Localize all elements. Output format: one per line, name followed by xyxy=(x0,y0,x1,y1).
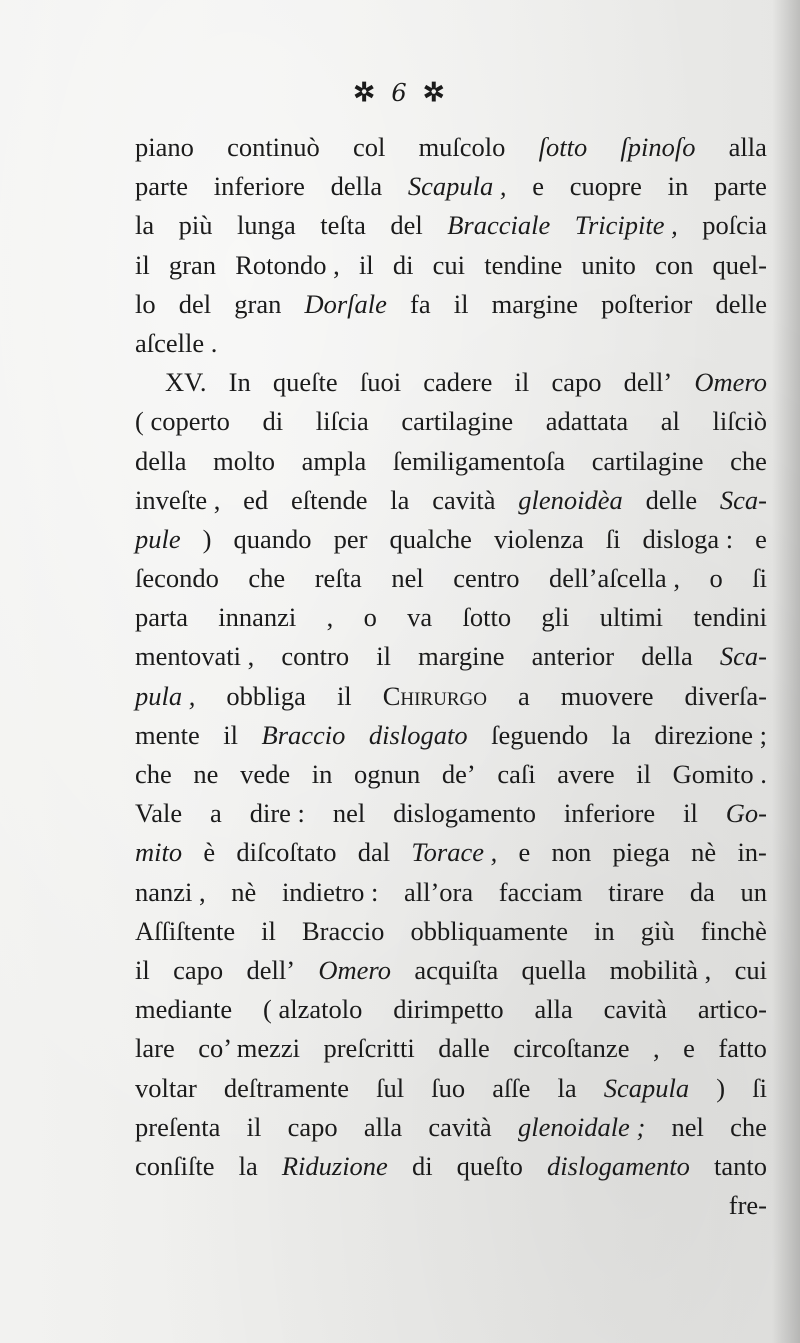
text-word: ſemiligamentoſa xyxy=(392,445,566,476)
text-line xyxy=(135,598,767,637)
text-word: alla xyxy=(534,994,573,1025)
text-word: contro xyxy=(281,641,350,672)
text-word: ſecondo xyxy=(135,563,219,594)
text-word: inveſte , xyxy=(135,484,221,515)
text-word: centro xyxy=(453,563,520,594)
text-line xyxy=(135,481,767,520)
text-word: va xyxy=(407,602,433,633)
text-word: al xyxy=(660,406,680,437)
text-word: Aſſiſtente xyxy=(135,915,236,946)
text-word: è xyxy=(203,837,216,868)
text-word: gli xyxy=(541,602,570,633)
text-word: piano xyxy=(135,132,194,162)
text-word: direzione ; xyxy=(654,719,767,750)
text-word: Torace , xyxy=(411,837,498,868)
text-word: il xyxy=(453,288,469,319)
text-word: delle xyxy=(715,288,767,319)
text-word: Omero xyxy=(694,367,767,398)
text-word: mobilità , xyxy=(609,954,712,985)
text-word: il xyxy=(261,915,276,946)
text-word: co’ mezzi xyxy=(198,1033,300,1064)
text-word: Sca- xyxy=(719,484,767,515)
text-word: ſpinoſo xyxy=(620,132,696,162)
text-word: mente xyxy=(135,719,200,750)
text-word: fatto xyxy=(718,1033,767,1064)
text-line xyxy=(135,833,767,872)
text-word: nè xyxy=(231,876,257,907)
text-word: caſi xyxy=(497,759,536,789)
text-word: tanto xyxy=(713,1150,767,1181)
text-word: di xyxy=(392,249,414,280)
text-word: che xyxy=(730,1111,767,1142)
text-word: del xyxy=(390,210,423,241)
text-word: teſta xyxy=(320,210,366,241)
text-word: e xyxy=(532,171,545,202)
text-word: Tricipite , xyxy=(574,210,678,241)
text-word: che xyxy=(135,759,172,789)
text-word: che xyxy=(248,563,286,594)
text-word: all’ora xyxy=(404,876,474,907)
text-word: ſuoi xyxy=(359,367,402,398)
text-word: nel xyxy=(391,563,424,594)
text-word: cartilagine xyxy=(591,445,704,476)
text-line xyxy=(135,1108,767,1147)
text-word: ) xyxy=(202,523,212,554)
text-line xyxy=(135,794,767,833)
text-word: dirimpetto xyxy=(393,994,504,1025)
text-word: cadere xyxy=(423,367,493,398)
text-word: parta xyxy=(135,602,188,633)
text-word: margine xyxy=(418,641,505,672)
text-word: il xyxy=(683,798,698,829)
text-word: dal xyxy=(357,837,391,868)
text-word: il xyxy=(358,249,374,280)
text-word: deſtramente xyxy=(223,1072,349,1103)
text-line xyxy=(135,520,767,559)
text-word: cui xyxy=(432,249,466,280)
text-word: Dorſale xyxy=(304,288,387,319)
text-line xyxy=(135,402,767,441)
text-word: in xyxy=(311,759,333,789)
ornament-right-icon: ✲ xyxy=(422,78,447,108)
text-line xyxy=(135,755,767,794)
text-word: lunga xyxy=(236,210,296,241)
text-word: a xyxy=(517,680,530,711)
text-line xyxy=(135,442,767,481)
text-word: capo xyxy=(287,1111,338,1142)
text-word: inferiore xyxy=(213,171,305,202)
text-word: ſi xyxy=(752,563,767,594)
text-word: glenoidale ; xyxy=(517,1111,646,1142)
text-word: alla xyxy=(363,1111,403,1142)
text-word: il xyxy=(636,759,652,789)
text-line xyxy=(135,246,767,285)
text-word: margine xyxy=(491,288,578,319)
text-word: fa xyxy=(410,288,431,319)
text-word: poſcia xyxy=(702,210,767,241)
text-word: il xyxy=(135,249,150,280)
text-word: ( alzatolo xyxy=(263,994,363,1025)
text-word: Scapula , xyxy=(407,171,507,202)
page-edge-shadow xyxy=(772,0,800,1343)
text-word: il xyxy=(336,680,352,711)
text-word: tendine xyxy=(484,249,563,280)
text-word: più xyxy=(178,210,213,241)
text-word: il xyxy=(514,367,530,398)
text-word: dire : xyxy=(249,798,305,829)
text-word: alla xyxy=(728,132,767,162)
text-word: , xyxy=(326,602,334,633)
text-word: muſcolo xyxy=(418,132,506,162)
text-word: tendini xyxy=(693,602,767,633)
text-word: lare xyxy=(135,1033,175,1064)
text-word: che xyxy=(730,445,767,476)
text-line xyxy=(135,128,767,167)
text-word: in xyxy=(667,171,689,202)
text-word: Gomito . xyxy=(672,759,767,789)
text-word: la xyxy=(135,210,155,241)
text-word: queſto xyxy=(456,1150,523,1181)
text-word: ( coperto xyxy=(135,406,230,437)
text-word: di xyxy=(262,406,284,437)
text-word: aſcelle . xyxy=(135,327,218,358)
text-line xyxy=(135,1029,767,1068)
text-word: e xyxy=(683,1033,695,1064)
text-word: ) xyxy=(716,1072,726,1103)
text-word: indietro : xyxy=(281,876,379,907)
text-word: per xyxy=(333,523,368,554)
text-word: dell’ xyxy=(623,367,673,398)
text-word: ampla xyxy=(301,445,367,476)
text-word: gran xyxy=(168,249,217,280)
text-word: un xyxy=(740,876,767,907)
text-word: del xyxy=(178,288,212,319)
text-word: nè xyxy=(691,837,717,868)
text-word: preſcritti xyxy=(323,1033,415,1064)
text-word: pule xyxy=(135,523,181,554)
text-word: ognun xyxy=(354,759,421,789)
text-word: poſterior xyxy=(601,288,693,319)
text-word: ed xyxy=(243,484,269,515)
text-word: il xyxy=(246,1111,262,1142)
text-word: preſenta xyxy=(135,1111,221,1142)
body-text xyxy=(135,128,767,1225)
text-word: reſta xyxy=(314,563,362,594)
text-word: fre- xyxy=(728,1190,767,1221)
text-word: In xyxy=(228,367,251,398)
text-word: quella xyxy=(521,954,587,985)
text-word: cartilagine xyxy=(401,406,514,437)
text-word: continuò xyxy=(227,132,320,162)
text-word: cavità xyxy=(432,484,496,515)
text-word: inferiore xyxy=(563,798,656,829)
text-word: dislogato xyxy=(368,719,468,750)
text-word: aſſe xyxy=(492,1072,531,1103)
text-word: vede xyxy=(240,759,291,789)
text-word: dislogamento xyxy=(393,798,536,829)
text-word: Chirurgo xyxy=(382,680,487,711)
text-word: ſuo xyxy=(431,1072,466,1103)
text-word: de’ xyxy=(441,759,476,789)
text-word: e xyxy=(755,523,767,554)
text-word: eſtende xyxy=(290,484,368,515)
text-word: liſcia xyxy=(315,406,369,437)
text-word: circoſtanze xyxy=(513,1033,630,1064)
text-word: obbliga xyxy=(226,680,306,711)
text-word: parte xyxy=(135,171,188,202)
text-word: cui xyxy=(734,954,767,985)
text-line xyxy=(135,951,767,990)
text-word: e xyxy=(518,837,531,868)
text-word: ſul xyxy=(376,1072,405,1103)
text-line xyxy=(135,167,767,206)
text-word: Braccio xyxy=(301,915,385,946)
text-word: nel xyxy=(332,798,366,829)
text-word: da xyxy=(689,876,715,907)
text-line xyxy=(135,716,767,755)
text-word: mediante xyxy=(135,994,233,1025)
ornament-left-icon: ✲ xyxy=(353,78,378,108)
text-word: Go- xyxy=(725,798,767,829)
text-word: unito xyxy=(581,249,636,280)
text-word: ſeguendo xyxy=(491,719,589,750)
text-word: o xyxy=(363,602,377,633)
text-word: ſi xyxy=(605,523,621,554)
text-word: molto xyxy=(213,445,275,476)
text-word: in xyxy=(594,915,615,946)
text-word: queſte xyxy=(272,367,338,398)
text-word: Rotondo , xyxy=(235,249,340,280)
text-word: artico- xyxy=(697,994,767,1025)
text-line xyxy=(135,873,767,912)
text-word: Braccio xyxy=(261,719,346,750)
text-word: qualche xyxy=(389,523,472,554)
text-word: parte xyxy=(713,171,767,202)
text-word: violenza xyxy=(493,523,584,554)
text-word: facciam xyxy=(498,876,583,907)
text-word: Sca- xyxy=(719,641,767,672)
text-line xyxy=(135,285,767,324)
text-line xyxy=(135,559,767,598)
text-line xyxy=(135,637,767,676)
text-word: lo xyxy=(135,288,156,319)
text-word: gran xyxy=(234,288,282,319)
text-word: della xyxy=(641,641,693,672)
text-line xyxy=(135,912,767,951)
text-word: il xyxy=(135,954,150,985)
text-word: non xyxy=(551,837,592,868)
text-word: diverſa- xyxy=(684,680,767,711)
text-word: giù xyxy=(640,915,675,946)
text-word: a xyxy=(210,798,222,829)
text-word: ultimi xyxy=(599,602,664,633)
text-word: ne xyxy=(193,759,219,789)
text-word: dell’aſcella , xyxy=(549,563,680,594)
text-word: nel xyxy=(671,1111,704,1142)
text-line xyxy=(135,677,767,716)
text-line xyxy=(135,363,767,402)
text-word: Scapula xyxy=(603,1072,690,1103)
text-word: Vale xyxy=(135,798,183,829)
text-word: nanzi , xyxy=(135,876,206,907)
text-word: il xyxy=(223,719,238,750)
text-word: dalle xyxy=(438,1033,490,1064)
text-word: obbliquamente xyxy=(410,915,568,946)
text-word: con xyxy=(655,249,694,280)
text-word: quando xyxy=(233,523,312,554)
text-word: cavità xyxy=(428,1111,492,1142)
text-word: finchè xyxy=(700,915,767,946)
text-word: diſcoſtato xyxy=(236,837,337,868)
text-word: voltar xyxy=(135,1072,197,1103)
text-word: di xyxy=(411,1150,433,1181)
text-word: Bracciale xyxy=(447,210,551,241)
text-word: capo xyxy=(551,367,602,398)
text-word: pula , xyxy=(135,680,196,711)
text-word: XV. xyxy=(165,367,207,398)
text-word: innanzi xyxy=(218,602,297,633)
text-word: della xyxy=(135,445,187,476)
text-word: ſotto xyxy=(462,602,512,633)
text-word: in- xyxy=(737,837,767,868)
text-word: acquiſta xyxy=(414,954,499,985)
text-word: il xyxy=(376,641,391,672)
text-word: o xyxy=(709,563,723,594)
text-word: , xyxy=(652,1033,660,1064)
text-word: ſi xyxy=(752,1072,767,1103)
text-word: avere xyxy=(557,759,615,789)
text-word: ſotto xyxy=(538,132,588,162)
text-word: la xyxy=(390,484,410,515)
text-word: tirare xyxy=(608,876,665,907)
text-word: cavità xyxy=(603,994,667,1025)
text-word: mentovati , xyxy=(135,641,255,672)
text-line xyxy=(135,1147,767,1186)
text-word: delle xyxy=(645,484,698,515)
text-word: quel- xyxy=(712,249,767,280)
page-header xyxy=(0,78,800,108)
text-line xyxy=(135,1186,767,1225)
text-word: la xyxy=(238,1150,258,1181)
text-line xyxy=(135,990,767,1029)
text-word: muovere xyxy=(560,680,654,711)
text-word: piega xyxy=(612,837,670,868)
text-word: glenoidèa xyxy=(518,484,623,515)
text-word: dislogamento xyxy=(547,1150,690,1181)
text-word: la xyxy=(557,1072,577,1103)
text-line xyxy=(135,1069,767,1108)
text-word: cuopre xyxy=(569,171,642,202)
text-word: la xyxy=(611,719,631,750)
text-word: capo xyxy=(173,954,224,985)
text-line xyxy=(135,206,767,245)
text-word: della xyxy=(330,171,383,202)
text-word: mito xyxy=(135,837,183,868)
text-word: anterior xyxy=(531,641,615,672)
text-word: Riduzione xyxy=(281,1150,388,1181)
text-word: adattata xyxy=(545,406,629,437)
text-word: disloga : xyxy=(642,523,734,554)
text-word: col xyxy=(353,132,386,162)
text-word: Omero xyxy=(318,954,391,985)
text-line xyxy=(135,324,767,363)
text-word: dell’ xyxy=(246,954,296,985)
text-word: liſciò xyxy=(712,406,767,437)
text-word: conſiſte xyxy=(135,1150,215,1181)
page-number: 6 xyxy=(391,79,409,107)
